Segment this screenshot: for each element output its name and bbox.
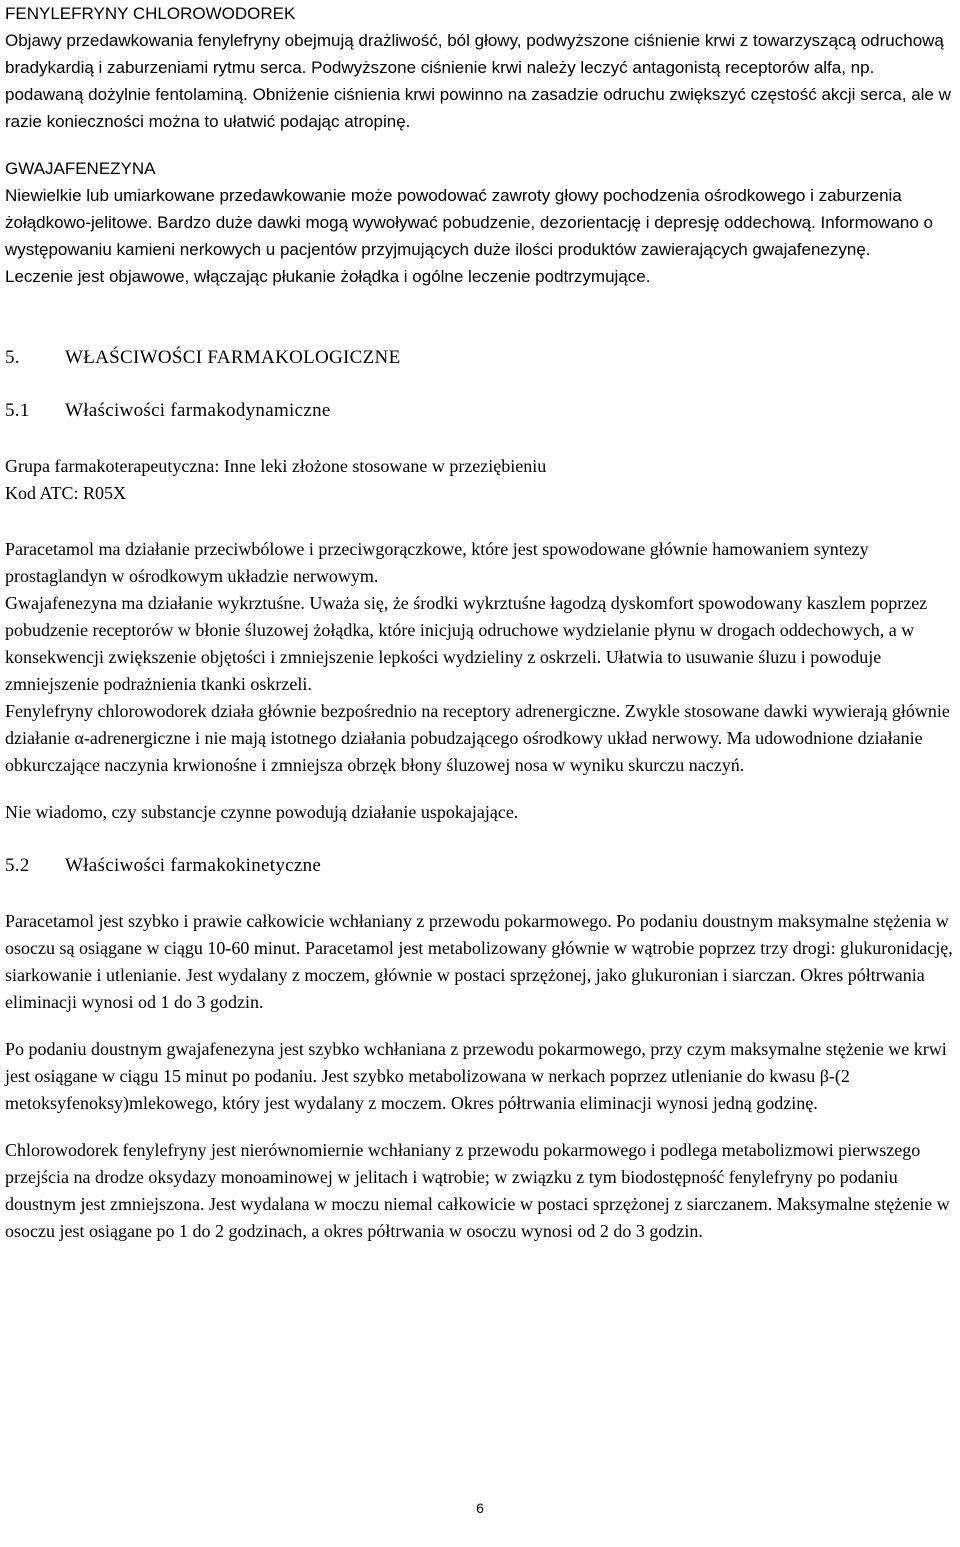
text-fragment: Podwyższone ciśnienie krwi należy leczyć antagonistą receptorów alfa, np. podawaną dożylnie fentolaminą. bbox=[5, 58, 875, 104]
paragraph: Po podaniu doustnym gwajafenezyna jest szybko wchłaniana z przewodu pokarmowego, przy czym maksymalne stężenie we krwi jest osiągane w ciągu 15 minut po podaniu. Jest szybko metabolizowana w nerkach poprzez utlenianie do kwasu β-(2 metoksyfenoksy)mlekowego, który jest wydalany z moczem. Okres półtrwania eliminacji wynosi jedną godzinę. bbox=[5, 1039, 947, 1113]
text-fragment: Bardzo duże dawki mogą wywoływać pobudzenie, dezorientację i depresję oddechową. bbox=[157, 213, 816, 232]
paragraph: Nie wiadomo, czy substancje czynne powodują działanie uspokajające. bbox=[5, 802, 519, 822]
classification-block bbox=[5, 453, 957, 507]
paragraph bbox=[5, 182, 957, 263]
section-heading-5-2 bbox=[5, 852, 957, 879]
text-fragment: Niewielkie lub umiarkowane przedawkowanie może powodować zawroty głowy pochodzenia ośrodkowego i zaburzenia żołądkowo-jelitowe. bbox=[5, 186, 902, 232]
paragraph: Leczenie jest objawowe, włączając płukanie żołądka i ogólne leczenie podtrzymujące. bbox=[5, 267, 651, 286]
section-heading-gwajafenezyna: GWAJAFENEZYNA bbox=[5, 159, 156, 178]
section-title: Właściwości farmakodynamiczne bbox=[65, 400, 331, 421]
section-number: 5.1 bbox=[5, 400, 30, 421]
section-title: WŁAŚCIWOŚCI FARMAKOLOGICZNE bbox=[65, 347, 401, 368]
section-fenylefryna-overdose bbox=[5, 0, 957, 135]
text-fragment: Informowano o występowaniu kamieni nerkowych u pacjentów przyjmujących duże ilości produktów zawierających gwajafenezynę. bbox=[5, 213, 933, 259]
section-title: Właściwości farmakokinetyczne bbox=[65, 855, 322, 876]
section-heading-fenylefryna: FENYLEFRYNY CHLOROWODOREK bbox=[5, 4, 296, 23]
pharmacotherapeutic-group: Grupa farmakoterapeutyczna: Inne leki złożone stosowane w przeziębieniu bbox=[5, 456, 547, 476]
paragraph bbox=[5, 27, 957, 135]
document-page bbox=[5, 0, 957, 1245]
paragraph: Gwajafenezyna ma działanie wykrztuśne. Uważa się, że środki wykrztuśne łagodzą dyskomfort spowodowany kaszlem poprzez pobudzenie receptorów w błonie śluzowej żołądka, które inicjują odruchowe wydzielanie płynu w drogach oddechowych, a w konsekwencji zwiększenie objętości i zmniejszenie lepkości wydzieliny z oskrzeli. Ułatwia to usuwanie śluzu i powoduje zmniejszenie podrażnienia tkanki oskrzeli. bbox=[5, 593, 928, 694]
pharmacodynamics-block bbox=[5, 536, 957, 779]
paragraph: Chlorowodorek fenylefryny jest nierównomiernie wchłaniany z przewodu pokarmowego i podlega metabolizmowi pierwszego przejścia na drodze oksydazy monoaminowej w jelitach i wątrobie; w związku z tym biodostępność fenylefryny po podaniu doustnym jest zmniejszona. Jest wydalana w moczu niemal całkowicie w postaci sprzężonej z siarczanem. Maksymalne stężenie w osoczu jest osiągane po 1 do 2 godzinach, a okres półtrwania w osoczu wynosi od 2 do 3 godzin. bbox=[5, 1140, 950, 1241]
paragraph: Paracetamol jest szybko i prawie całkowicie wchłaniany z przewodu pokarmowego. Po podaniu doustnym maksymalne stężenia w osoczu są osiągane w ciągu 10-60 minut. Paracetamol jest metabolizowany głównie w wątrobie poprzez trzy drogi: glukuronidację, siarkowanie i utlenianie. Jest wydalany z moczem, głównie w postaci sprzężonej, jako glukuronian i siarczan. Okres półtrwania eliminacji wynosi od 1 do 3 godzin. bbox=[5, 911, 953, 1012]
page-number: 6 bbox=[476, 1500, 484, 1516]
section-gwajafenezyna-overdose bbox=[5, 155, 957, 290]
text-fragment: Objawy przedawkowania fenylefryny obejmują drażliwość, ból głowy, podwyższone ciśnienie krwi z towarzyszącą odruchową bradykardią i zaburzeniami rytmu serca. bbox=[5, 31, 944, 77]
section-number: 5. bbox=[5, 347, 20, 368]
paragraph: Fenylefryny chlorowodorek działa głównie bezpośrednio na receptory adrenergiczne. Zwykle stosowane dawki wywierają głównie działanie α-adrenergiczne i nie mają istotnego działania pobudzającego ośrodkowy układ nerwowy. Ma udowodnione działanie obkurczające naczynia krwionośne i zmniejsza obrzęk błony śluzowej nosa w wyniku skurczu naczyń. bbox=[5, 701, 950, 775]
atc-code: Kod ATC: R05X bbox=[5, 483, 127, 503]
paragraph: Paracetamol ma działanie przeciwbólowe i przeciwgorączkowe, które jest spowodowane głównie hamowaniem syntezy prostaglandyn w ośrodkowym układzie nerwowym. bbox=[5, 539, 869, 586]
section-heading-5 bbox=[5, 344, 957, 371]
section-heading-5-1 bbox=[5, 397, 957, 424]
text-fragment: Obniżenie ciśnienia krwi powinno na zasadzie odruchu zwiększyć częstość akcji serca, ale w razie konieczności można to ułatwić podając atropinę. bbox=[5, 85, 951, 131]
section-number: 5.2 bbox=[5, 855, 30, 876]
